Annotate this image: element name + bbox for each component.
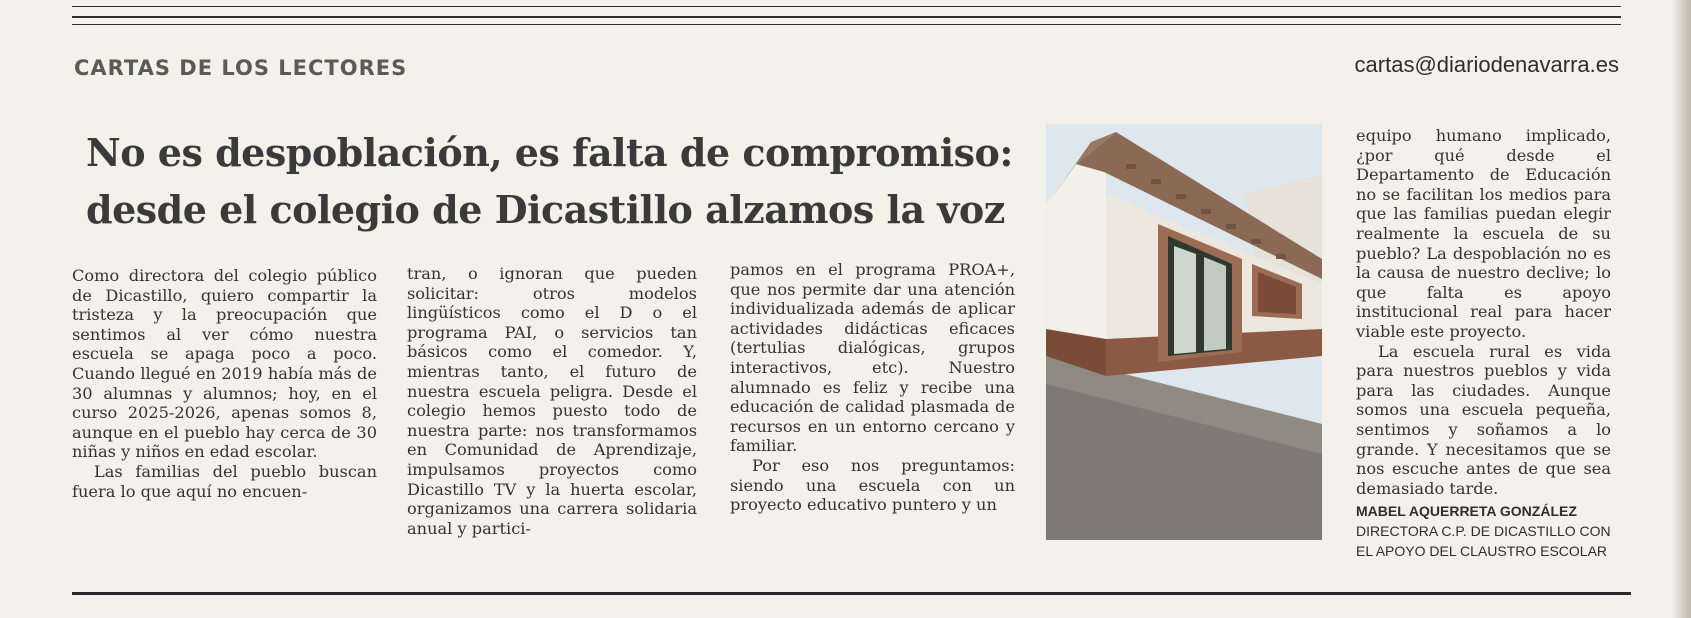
headline-line-2: desde el colegio de Dicastillo alzamos la voz	[86, 187, 1005, 232]
paragraph: tran, o ignoran que pueden solicitar: otros modelos lingüísticos como el D o el programa PAI, o servicios tan básicos como el comedor. Y, mientras tanto, el futuro de nuestra escuela peligra. Desde el colegio hemos puesto todo de nuestra parte: nos transformamos en Comunidad de Aprendizaje, impulsamos proyectos como Dicastillo TV y la huerta escolar, organizamos una carrera solidaria anual y partici-	[407, 264, 697, 538]
door-glass	[1174, 246, 1196, 354]
headline-line-1: No es despoblación, es falta de compromiso:	[86, 130, 1013, 175]
author-role: DIRECTORA C.P. DE DICASTILLO CON EL APOYO DEL CLAUSTRO ESCOLAR	[1356, 523, 1611, 560]
author-name: MABEL AQUERRETA GONZÁLEZ	[1356, 503, 1577, 520]
paragraph: pamos en el programa PROA+, que nos permite dar una atención individualizada además de aplicar actividades didácticas eficaces (tertulias dialógicas, grupos interactivos, etc). Nuestro alumnado es feliz y recibe una educación de calidad plasmada de recursos en un entorno cercano y familiar.	[730, 260, 1015, 456]
section-email[interactable]: cartas@diariodenavarra.es	[1354, 52, 1619, 77]
paragraph: Como directora del colegio público de Dicastillo, quiero compartir la tristeza y la preocupación que sentimos al ver cómo nuestra escuela se apaga poco a poco. Cuando llegué en 2019 había más de 30 alumnas y alumnos; hoy, en el curso 2025-2026, apenas somos 8, aunque en el pueblo hay cerca de 30 niñas y niños en edad escolar.	[72, 266, 377, 462]
article-headline	[86, 124, 1046, 238]
article-column-2	[407, 264, 697, 538]
paragraph: La escuela rural es vida para nuestros pueblos y vida para las ciudades. Aunque somos una escuela pequeña, sentimos y soñamos a lo grande. Y necesitamos que se nos escuche antes de que sea demasiado tarde.	[1356, 341, 1611, 498]
school-building-illustration	[1046, 124, 1322, 540]
page-fold-shadow	[1671, 0, 1691, 618]
section-title: CARTAS DE LOS LECTORES	[74, 56, 408, 80]
article-column-3	[730, 260, 1015, 515]
paragraph: Las familias del pueblo buscan fuera lo que aquí no encuen-	[72, 461, 377, 501]
author-signature	[1356, 501, 1611, 561]
top-rule	[72, 16, 1621, 18]
bottom-rule	[72, 592, 1631, 595]
top-rule	[72, 24, 1621, 25]
paragraph: Por eso nos preguntamos: siendo una escuela con un proyecto educativo puntero y un	[730, 455, 1015, 515]
school-building-photo	[1046, 124, 1322, 540]
paragraph: equipo humano implicado, ¿por qué desde el Departamento de Educación no se facilitan los medios para que las familias puedan elegir realmente la escuela de su pueblo? La despoblación no es la causa de nuestro declive; lo que falta es apoyo institucional real para hacer viable este proyecto.	[1356, 126, 1611, 341]
top-rule	[72, 6, 1621, 7]
article-column-4	[1356, 126, 1611, 561]
door-glass	[1204, 257, 1226, 351]
article-column-1	[72, 266, 377, 501]
